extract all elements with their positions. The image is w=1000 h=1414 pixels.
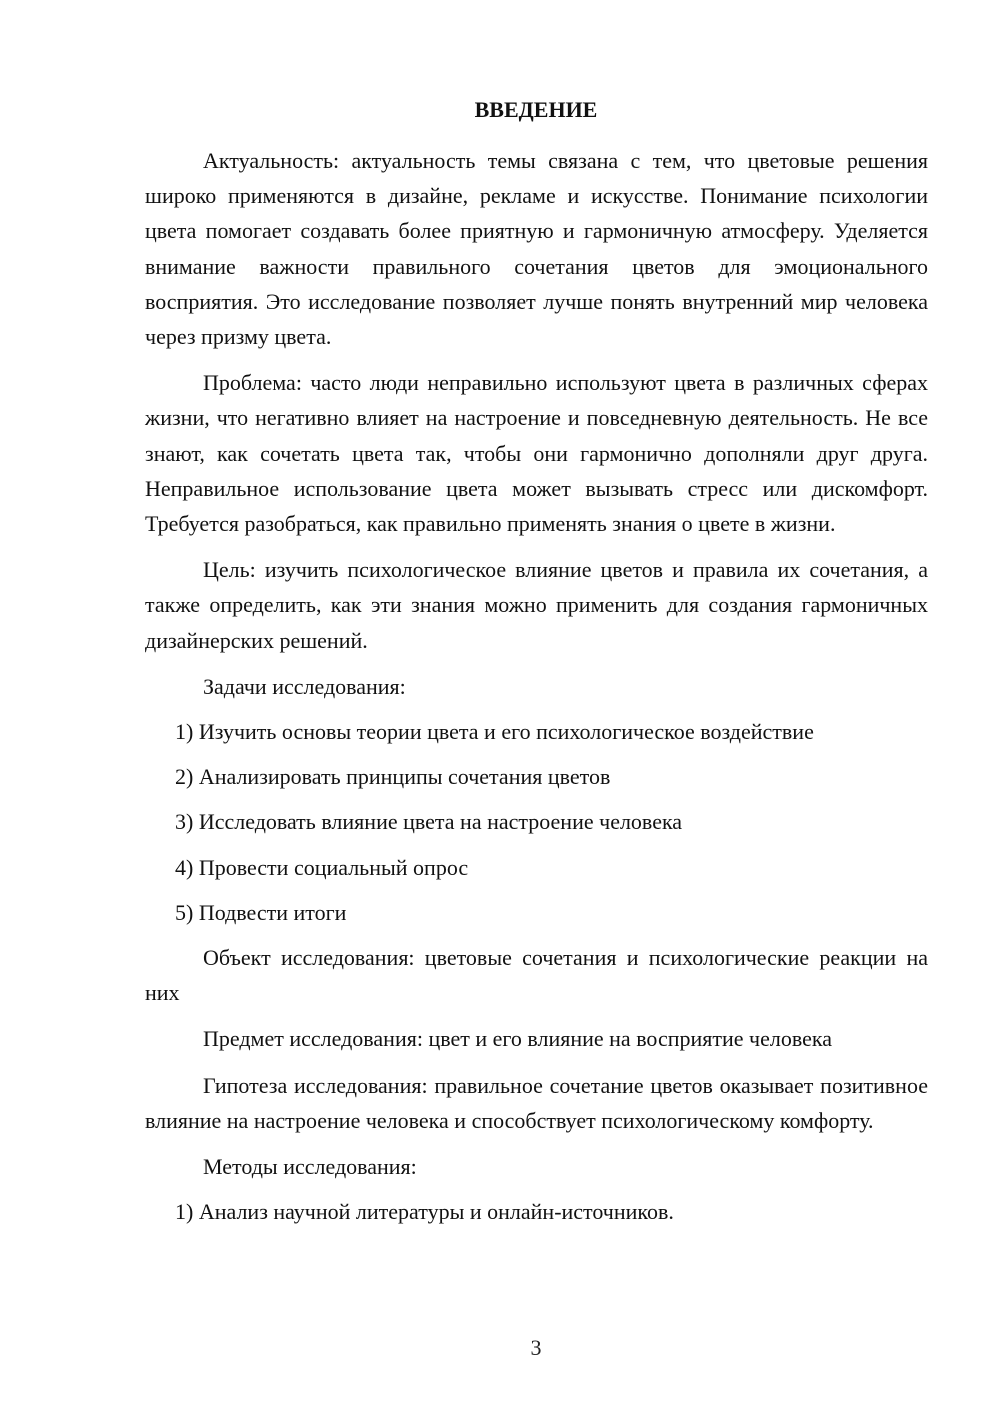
task-item-1: 1) Изучить основы теории цвета и его психологическое воздействие bbox=[175, 719, 814, 745]
hypothesis-paragraph: Гипотеза исследования: правильное сочетание цветов оказывает позитивное влияние на настроение человека и способствует психологическому комфорту. bbox=[145, 1072, 928, 1133]
document-body bbox=[145, 143, 928, 1239]
relevance-paragraph: Актуальность: актуальность темы связана с тем, что цветовые решения широко применяются в дизайне, рекламе и искусстве. Понимание психологии цвета помогает создавать более приятную и гармоничную атмосферу. Уделяется внимание важности правильного сочетания цветов для эмоционального восприятия. Это исследование позволяет лучше понять внутренний мир человека через призму цвета. bbox=[145, 148, 928, 350]
method-item-1: 1) Анализ научной литературы и онлайн-источников. bbox=[175, 1199, 674, 1225]
subject-paragraph: Предмет исследования: цвет и его влияние на восприятие человека bbox=[203, 1026, 833, 1052]
task-item-5: 5) Подвести итоги bbox=[175, 899, 347, 925]
goal-paragraph: Цель: изучить психологическое влияние цветов и правила их сочетания, а также определить, как эти знания можно применить для создания гармоничных дизайнерских решений. bbox=[145, 557, 928, 653]
problem-paragraph: Проблема: часто люди неправильно используют цвета в различных сферах жизни, что негативно влияет на настроение и повседневную деятельность. Не все знают, как сочетать цвета так, чтобы они гармонично дополняли друг друга. Неправильное использование цвета может вызывать стресс или дискомфорт. Требуется разобраться, как правильно применять знания о цвете в жизни. bbox=[145, 370, 928, 537]
methods-heading: Методы исследования: bbox=[203, 1154, 417, 1180]
task-item-2: 2) Анализировать принципы сочетания цветов bbox=[175, 764, 611, 790]
task-item-4: 4) Провести социальный опрос bbox=[175, 854, 469, 880]
object-paragraph: Объект исследования: цветовые сочетания и психологические реакции на них bbox=[145, 945, 928, 1006]
section-title: ВВЕДЕНИЕ bbox=[474, 97, 598, 122]
page-number: 3 bbox=[530, 1335, 542, 1360]
task-item-3: 3) Исследовать влияние цвета на настроение человека bbox=[175, 809, 683, 835]
tasks-heading: Задачи исследования: bbox=[203, 673, 406, 699]
